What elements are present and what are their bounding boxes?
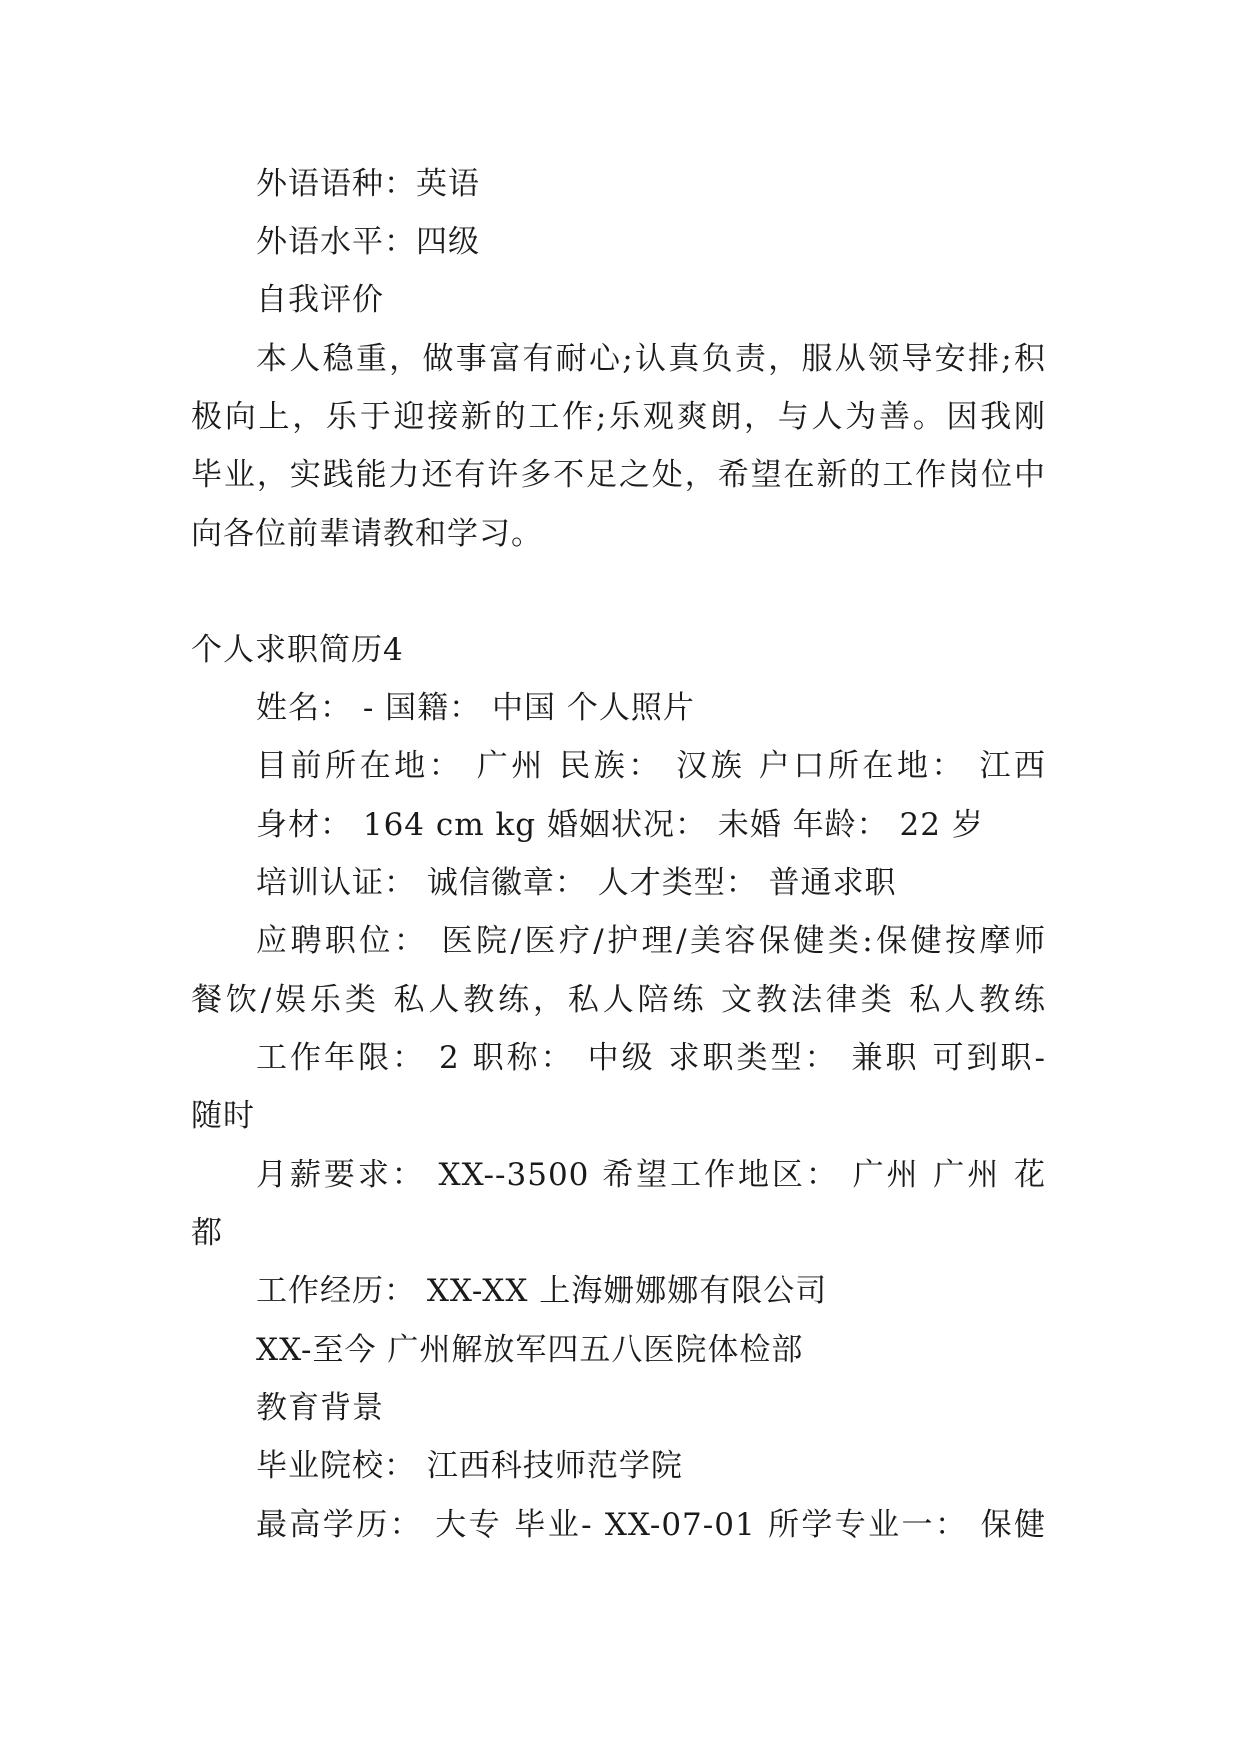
section-title: 个人求职简历4: [191, 632, 404, 668]
name-nationality-line: 姓名： - 国籍： 中国 个人照片: [256, 690, 695, 726]
work-years-line: 工作年限： 2 职称： 中级 求职类型： 兼职 可到职-: [256, 1040, 1046, 1076]
salary-line: 月薪要求： XX--3500 希望工作地区： 广州 广州 花: [256, 1157, 1046, 1193]
self-evaluation-heading: 自我评价: [256, 282, 384, 318]
work-experience-line: XX-至今 广州解放军四五八医院体检部: [256, 1332, 804, 1368]
self-evaluation-line: 本人稳重，做事富有耐心;认真负责，服从领导安排;积: [256, 341, 1046, 377]
self-evaluation-line: 毕业，实践能力还有许多不足之处，希望在新的工作岗位中: [191, 457, 1046, 493]
work-years-line: 随时: [191, 1098, 255, 1134]
work-experience-line: 工作经历： XX-XX 上海姗娜娜有限公司: [256, 1273, 828, 1309]
foreign-language-level: 外语水平：四级: [256, 224, 480, 260]
salary-line: 都: [191, 1215, 223, 1251]
highest-degree-line: 最高学历： 大专 毕业- XX-07-01 所学专业一： 保健: [256, 1507, 1046, 1543]
foreign-language-type: 外语语种：英语: [256, 166, 480, 202]
applied-position-line: 应聘职位： 医院/医疗/护理/美容保健类:保健按摩师: [256, 923, 1046, 959]
education-heading: 教育背景: [256, 1390, 384, 1426]
self-evaluation-line: 向各位前辈请教和学习。: [191, 516, 543, 552]
location-ethnicity-line: 目前所在地： 广州 民族： 汉族 户口所在地： 江西: [256, 748, 1046, 784]
applied-position-line: 餐饮/娱乐类 私人教练，私人陪练 文教法律类 私人教练: [191, 982, 1046, 1018]
body-marital-age-line: 身材： 164 cm kg 婚姻状况： 未婚 年龄： 22 岁: [256, 807, 984, 843]
graduate-school-line: 毕业院校： 江西科技师范学院: [256, 1448, 683, 1484]
certification-line: 培训认证： 诚信徽章： 人才类型： 普通求职: [256, 865, 897, 901]
self-evaluation-line: 极向上，乐于迎接新的工作;乐观爽朗，与人为善。因我刚: [191, 399, 1046, 435]
